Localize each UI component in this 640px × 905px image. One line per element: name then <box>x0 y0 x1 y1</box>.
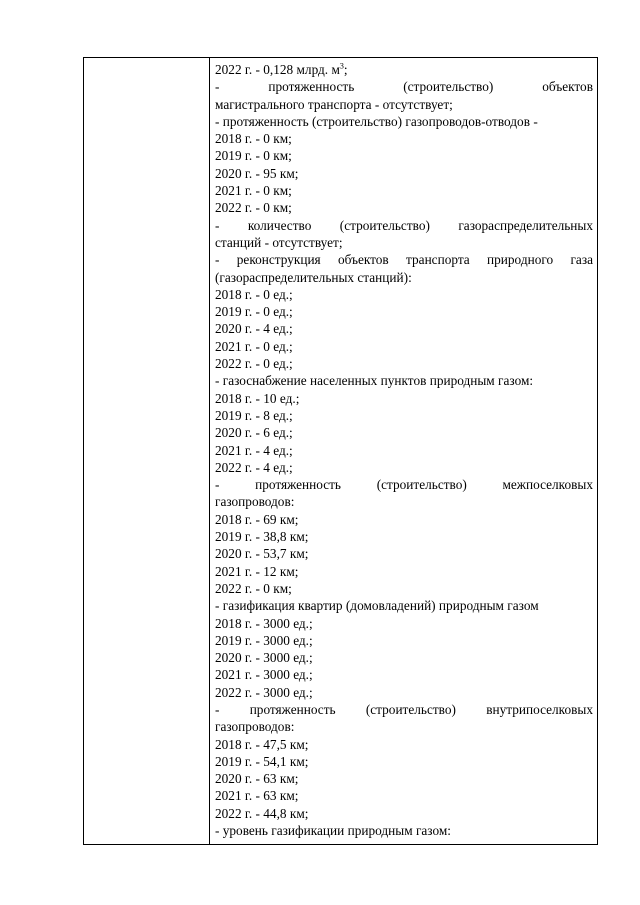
superscript: 3 <box>339 61 344 71</box>
word: количество <box>247 217 312 233</box>
text-line: 2018 г. - 47,5 км; <box>215 736 309 752</box>
word: газораспределительных <box>458 217 593 233</box>
word: - <box>215 477 220 493</box>
table-right-cell <box>210 58 597 844</box>
text-line: 2019 г. - 3000 ед.; <box>215 632 313 648</box>
word: протяженность <box>255 477 342 493</box>
text-line: - уровень газификации природным газом: <box>215 823 451 839</box>
text-line: 2020 г. - 53,7 км; <box>215 546 309 562</box>
text-line: 2021 г. - 3000 ед.; <box>215 667 313 683</box>
word: протяженность <box>249 701 336 717</box>
text-line: станций - отсутствует; <box>215 234 343 250</box>
text-line: магистрального транспорта - отсутствует; <box>215 96 453 112</box>
text-line: 2020 г. - 95 км; <box>215 165 299 181</box>
text-line: 2021 г. - 12 км; <box>215 563 299 579</box>
word: протяженность <box>268 79 355 95</box>
word: объектов <box>338 252 389 268</box>
text-line: газопроводов: <box>215 494 295 510</box>
text-line <box>215 217 593 234</box>
line-text: 2022 г. - 0,128 млрд. м <box>215 62 340 77</box>
text-line <box>215 476 593 493</box>
line-text: ; <box>343 62 348 77</box>
word: межпоселковых <box>502 477 593 493</box>
word: (строительство) <box>403 79 494 95</box>
word: реконструкция <box>236 252 321 268</box>
text-line: 2022 г. - 0 ед.; <box>215 356 293 372</box>
word: внутрипоселковых <box>486 701 593 717</box>
text-line: 2019 г. - 0 ед.; <box>215 304 293 320</box>
text-line: 2020 г. - 63 км; <box>215 771 299 787</box>
text-line: 2018 г. - 69 км; <box>215 511 299 527</box>
text-line <box>215 78 593 95</box>
text-line: 2021 г. - 4 ед.; <box>215 442 293 458</box>
word: - <box>215 252 220 268</box>
text-line: 2018 г. - 0 ед.; <box>215 286 293 302</box>
text-line: 2019 г. - 8 ед.; <box>215 407 293 423</box>
text-line <box>215 701 593 718</box>
word: (строительство) <box>365 701 456 717</box>
text-line: 2018 г. - 3000 ед.; <box>215 615 313 631</box>
text-line <box>215 61 593 78</box>
word: - <box>215 217 220 233</box>
text-line: - протяженность (строительство) газопроводов-отводов - <box>215 113 538 129</box>
text-line: - газификация квартир (домовладений) природным газом <box>215 598 539 614</box>
text-line: 2022 г. - 44,8 км; <box>215 805 309 821</box>
word: (строительство) <box>339 217 430 233</box>
text-line: 2022 г. - 3000 ед.; <box>215 684 313 700</box>
word: - <box>215 79 220 95</box>
text-line: 2022 г. - 4 ед.; <box>215 459 293 475</box>
text-line: 2018 г. - 0 км; <box>215 131 292 147</box>
word: - <box>215 701 220 717</box>
text-line: - газоснабжение населенных пунктов природным газом: <box>215 373 534 389</box>
text-line: 2020 г. - 4 ед.; <box>215 321 293 337</box>
text-line: 2020 г. - 3000 ед.; <box>215 650 313 666</box>
text-line: 2019 г. - 38,8 км; <box>215 529 309 545</box>
text-line: 2018 г. - 10 ед.; <box>215 390 300 406</box>
word: объектов <box>542 79 593 95</box>
document-table <box>83 57 598 845</box>
text-line <box>215 251 593 268</box>
text-line: 2019 г. - 0 км; <box>215 148 292 164</box>
word: (строительство) <box>376 477 467 493</box>
word: природного <box>487 252 554 268</box>
text-line: 2021 г. - 0 км; <box>215 183 292 199</box>
text-line: 2021 г. - 63 км; <box>215 788 299 804</box>
text-line: 2022 г. - 0 км; <box>215 200 292 216</box>
text-line: 2022 г. - 0 км; <box>215 580 292 596</box>
text-line: 2021 г. - 0 ед.; <box>215 338 293 354</box>
table-left-cell <box>84 58 210 844</box>
text-line: газопроводов: <box>215 719 295 735</box>
word: транспорта <box>406 252 470 268</box>
word: газа <box>570 252 593 268</box>
text-line: (газораспределительных станций): <box>215 269 412 285</box>
text-line: 2020 г. - 6 ед.; <box>215 425 293 441</box>
text-line: 2019 г. - 54,1 км; <box>215 753 309 769</box>
